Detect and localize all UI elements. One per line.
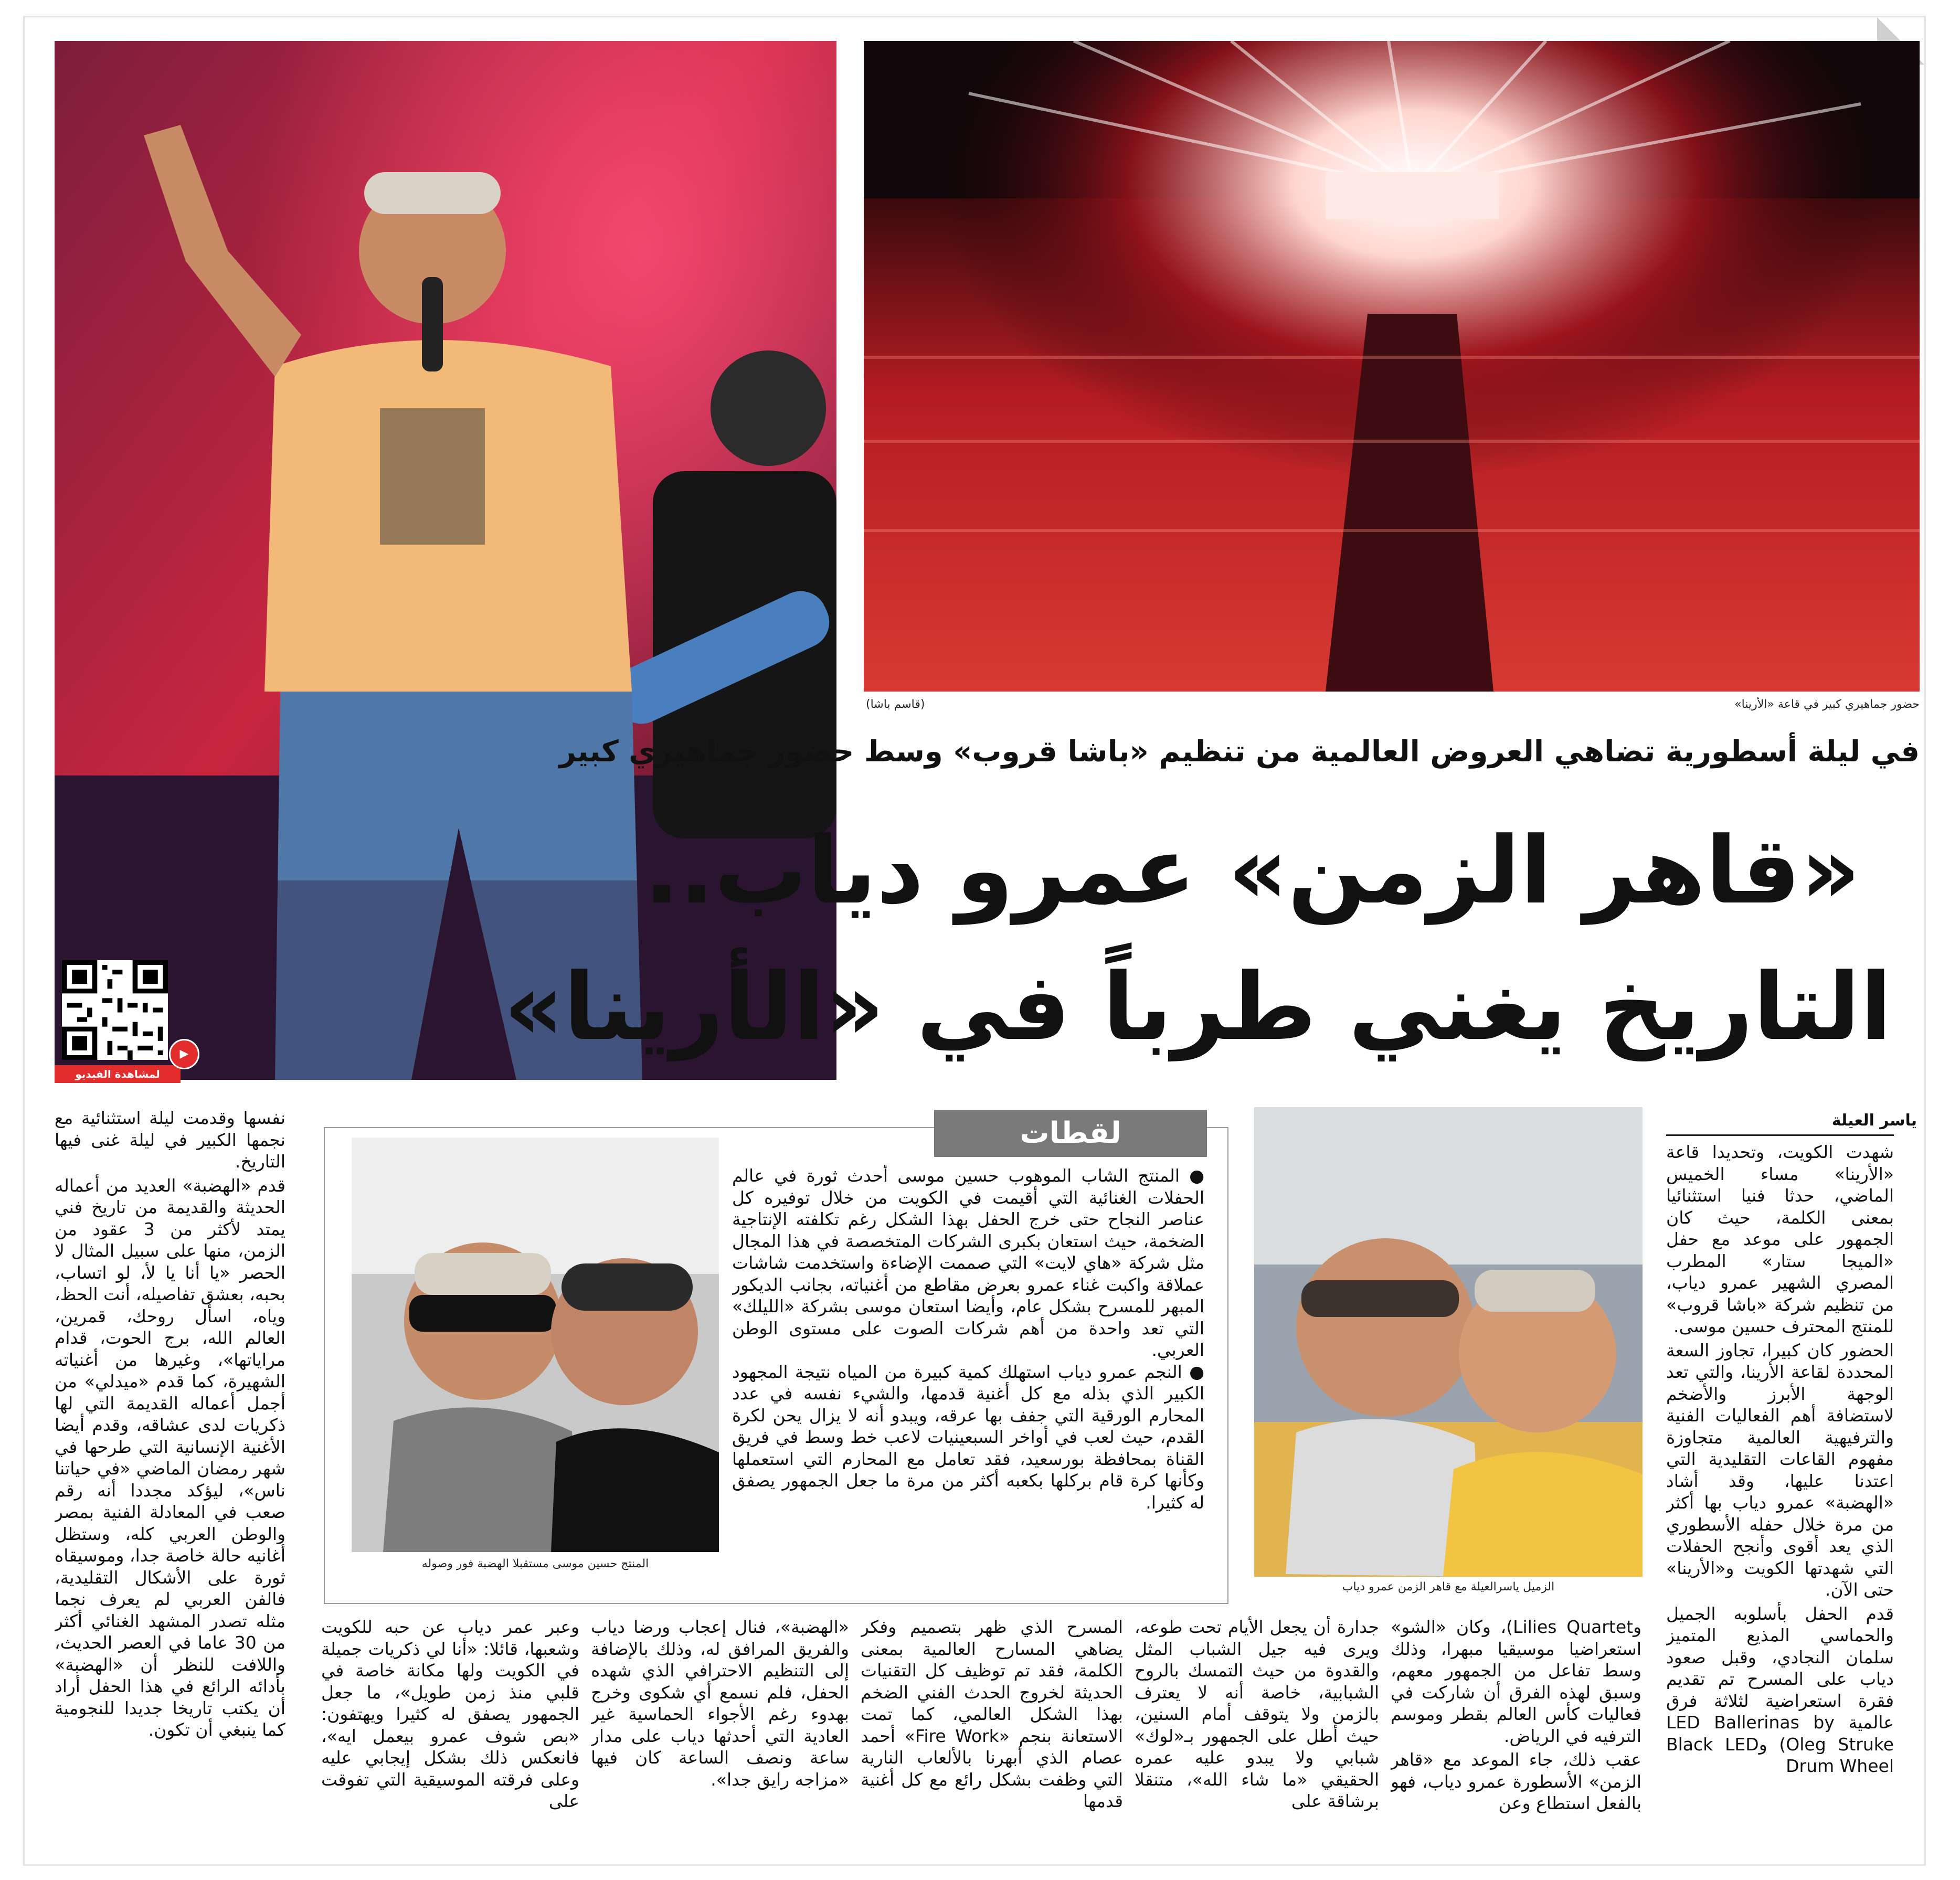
headline-line-1: «قاهر الزمن» عمرو دياب.. [644,817,1860,925]
qr-label: لمشاهدة الفيديو [55,1065,181,1083]
author-byline: ياسر العيلة [1831,1111,1917,1130]
article-column-7 [55,1107,285,1852]
headline-line-2: التاريخ يغني طرباً في «الأرينا» [504,953,1892,1061]
article-column-4 [861,1616,1123,1855]
paragraph: الحضور كان كبيرا، تجاوز السعة المحددة لقاعة الأرينا، والتي تعد الوجهة الأبرز والأضخم لاستضافة أهم الفعاليات الفنية والترفيهية العالمية متجاوزة مفهوم القاعات التقليدية التي اعتدنا عليها، وقد أشاد «الهضبة» عمرو دياب بها أكثر من مرة خلال حفله الأسطوري الذي يعد أقوى وأنجح الحفلات التي شهدتها الكويت و«الأرينا» حتى الآن. [1666,1340,1894,1600]
selfie-photo-caption: الزميل ياسرالعيلة مع قاهر الزمن عمرو دياب [1342,1580,1555,1594]
snippets-title: لقطات [934,1110,1207,1157]
qr-code-icon [62,960,168,1060]
article-column-1 [1666,1141,1894,1855]
paragraph: وLilies Quartet)، وكان «الشو» استعراضيا موسيقيا مبهرا، وذلك وسط تفاعل من الجمهور معهم، وسبق لهذه الفرق أن شاركت في فعاليات كأس العالم بقطر وموسم الترفيه في الرياض. [1391,1617,1641,1746]
paragraph: وعبر عمر دياب عن حبه للكويت وشعبها، قائلا: «أنا لي ذكريات جميلة في الكويت ولها مكانة خاصة في قلبي منذ زمن طويل»، ما جعل الجمهور يصفق له كثيرا ويهتفون: «بص شوف عمرو بيعمل ايه»، فانعكس ذلك بشكل إيجابي عليه وعلى فرقته الموسيقية التي تفوقت على [321,1617,579,1811]
byline-rule [1666,1134,1894,1136]
kicker: في ليلة أسطورية تضاهي العروض العالمية من تنظيم «باشا قروب» وسط حضور جماهيري كبير [559,735,1920,769]
play-video-icon[interactable]: ▶ [169,1039,199,1069]
photo-reporter-selfie [1254,1107,1643,1577]
arena-photo-caption: حضور جماهيري كبير في قاعة «الأرينا» [1734,698,1920,711]
article-column-2 [1391,1616,1641,1855]
video-qr-code[interactable] [62,960,168,1060]
photo-producer-with-singer [352,1138,719,1552]
arena-photo-credit: (قاسم باشا) [866,698,925,711]
snippet-item: ● النجم عمرو دياب استهلك كمية كبيرة من المياه نتيجة المجهود الكبير الذي بذله مع كل أغنية قدمها، والشيء نفسه في عدد المحارم الورقية التي جفف بها عرقه، ويبدو أنه لا يزال يحن لكرة القدم، حيث لعب في أواخر السبعينيات لاعب خط وسط في فريق القناة بمحافظة بورسعيد، فقد تعامل مع المحارم التي استعملها وكأنها كرة قام بركلها بكعبه أكثر من مرة ما جعل الجمهور يصفق له كثيرا. [732,1361,1204,1513]
paragraph: شهدت الكويت، وتحديدا قاعة «الأرينا» مساء الخميس الماضي، حدثا فنيا استثنائيا بمعنى الكلمة، حيث كان الجمهور على موعد مع حفل «الميجا ستار» المطرب المصري الشهير عمرو دياب، من تنظيم شركة «باشا قروب» للمنتج المحترف حسين موسى. [1666,1142,1894,1336]
article-column-3 [1135,1616,1379,1855]
article-column-5 [591,1616,849,1855]
snippet-item: ● المنتج الشاب الموهوب حسين موسى أحدث ثورة في عالم الحفلات الغنائية التي أقيمت في الكويت من خلال توفيره كل عناصر النجاح حتى خرج الحفل بهذا الشكل رغم تكلفته الإنتاجية الضخمة، حيث استعان بكبرى الشركات المتخصصة في هذا المجال مثل شركة «هاي لايت» التي صممت الإضاءة واستخدمت شاشات عملاقة واكبت غناء عمرو بعرض مقاطع من أغنياته، بجانب الديكور المبهر للمسرح بشكل عام، وأيضا استعان موسى بشركة «الليلك» التي تعد واحدة من أهم شركات الصوت على مستوى الوطن العربي. [732,1165,1204,1360]
paragraph: قدم الحفل بأسلوبه الجميل والحماسي المذيع المتميز سلمان النجادي، وقبل صعود دياب على المسرح تم تقديم فقرة استعراضية لثلاثة فرق عالمية LED Ballerinas by Oleg Struke) وBlack LED Drum Wheel [1666,1603,1894,1776]
article-column-6 [321,1616,579,1855]
paragraph: جدارة أن يجعل الأيام تحت طوعه، ويرى فيه جيل الشباب المثل والقدوة من حيث التمسك بالروح الشبابية، خاصة أنه لا يعترف بالزمن ولا يتوقف أمام السنين، حيث أطل على الجمهور بـ«لوك» شبابي ولا يبدو عليه عمره الحقيقي «ما شاء الله»، متنقلا برشاقة على [1135,1617,1379,1811]
producer-photo-caption: المنتج حسين موسى مستقبلا الهضبة فور وصوله [421,1557,649,1570]
paragraph: «الهضبة»، فنال إعجاب ورضا دياب والفريق المرافق له، وذلك بالإضافة إلى التنظيم الاحترافي الذي شهده الحفل، فلم نسمع أي شكوى وخرج بهدوء رغم الأجواء الحماسية غير العادية التي أحدثها دياب على مدار ساعة ونصف الساعة كان فيها «مزاجه رايق جدا». [591,1617,849,1790]
paragraph: عقب ذلك، جاء الموعد مع «قاهر الزمن» الأسطورة عمرو دياب، فهو بالفعل استطاع وعن [1391,1749,1641,1813]
photo-arena-crowd [864,41,1920,692]
paragraph: المسرح الذي ظهر بتصميم وفكر يضاهي المسارح العالمية بمعنى الكلمة، فقد تم توظيف كل التقنيات الحديثة لخروج الحدث الفني الضخم بهذا الشكل العالمي، كما تمت الاستعانة بنجم «Fire Work» أحمد عصام الذي أبهرنا بالألعاب النارية التي وظفت بشكل رائع مع كل أغنية قدمها [861,1617,1123,1811]
snippets-text [732,1165,1204,1590]
paragraph: نفسها وقدمت ليلة استثنائية مع نجمها الكبير في ليلة غنى فيها التاريخ. [55,1108,285,1172]
paragraph: قدم «الهضبة» العديد من أعماله الحديثة والقديمة من تاريخ فني يمتد لأكثر من 3 عقود من الزمن، منها على سبيل المثال لا الحصر «يا أنا يا لأ، لو اتساب، بحبه، بعشق تفاصيله، أنت الحظ، وياه، اسأل روحك، قمرين، العالم الله، برج الحوت، قدام مراياتها»، وغيرها من أغنياته الشهيرة، كما قدم «ميدلي» من أجمل أعماله القديمة التي لها ذكريات لدى عشاقه، وقدم أيضا الأغنية الإنسانية التي طرحها في شهر رمضان الماضي «في حياتنا ناس»، ليؤكد مجددا أنه رقم صعب في المعادلة الفنية بمصر والوطن العربي كله، وستظل أغانيه حالة خاصة جدا، وموسيقاه ثورة على الأشكال التقليدية، فالفن العربي لم يعرف نجما مثله تصدر المشهد الغنائي أكثر من 30 عاما في العصر الحديث، واللافت للنظر أن «الهضبة» بأدائه الرائع في هذا الحفل أراد أن يكتب تاريخا جديدا للنجومية كما ينبغي أن تكون. [55,1175,285,1740]
